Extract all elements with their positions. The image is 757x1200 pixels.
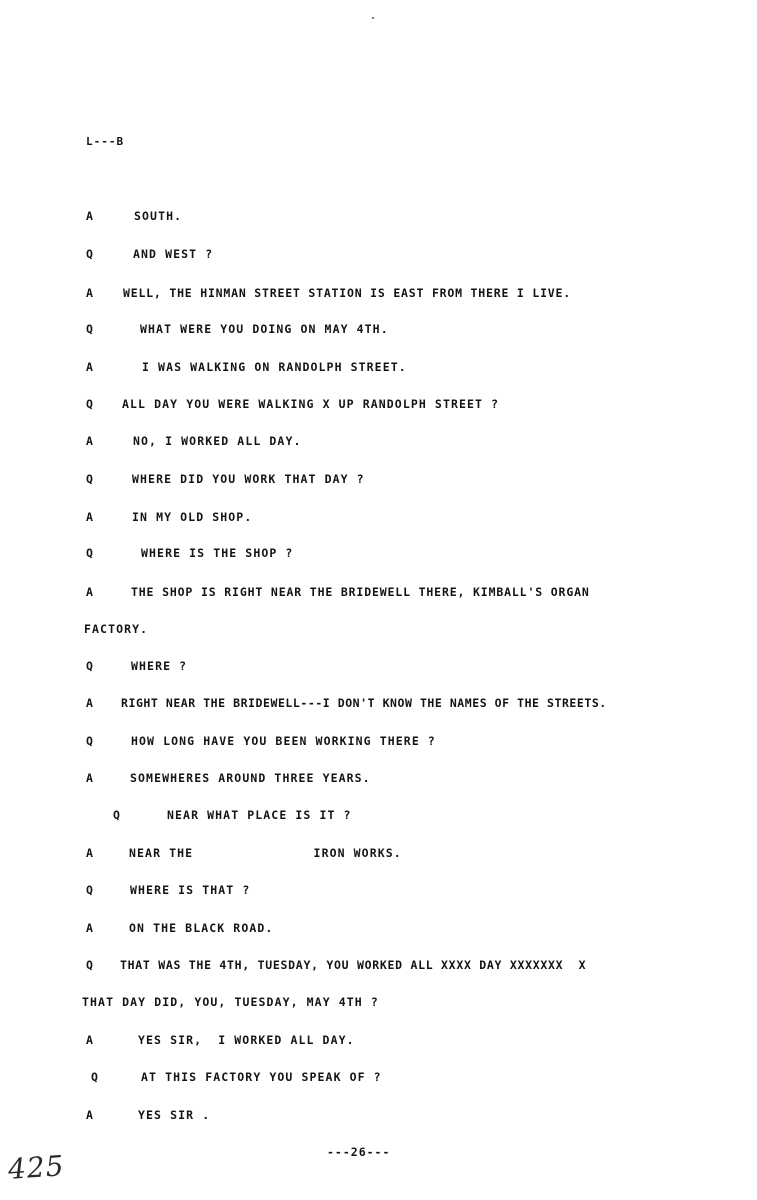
line-text: THAT DAY DID, YOU, TUESDAY, MAY 4TH ?: [82, 995, 379, 1009]
handwritten-page-number: 425: [6, 1149, 66, 1186]
line-text: SOMEWHERES AROUND THREE YEARS.: [130, 771, 371, 785]
speaker-tag: Q: [86, 472, 95, 486]
speaker-tag: A: [86, 846, 95, 860]
speaker-tag: Q: [113, 808, 122, 822]
line-text: AND WEST ?: [133, 247, 214, 261]
speaker-tag: Q: [86, 322, 95, 336]
line-text: IN MY OLD SHOP.: [132, 510, 253, 524]
ink-speck: [372, 17, 374, 19]
line-text: I WAS WALKING ON RANDOLPH STREET.: [142, 360, 407, 374]
page-number: ---26---: [327, 1145, 391, 1159]
line-text: NO, I WORKED ALL DAY.: [133, 434, 302, 448]
line-text: WHERE DID YOU WORK THAT DAY ?: [132, 472, 365, 486]
speaker-tag: Q: [86, 883, 95, 897]
speaker-tag: A: [86, 286, 95, 300]
line-text: FACTORY.: [84, 622, 149, 636]
speaker-tag: Q: [86, 546, 95, 560]
speaker-tag: A: [86, 1033, 95, 1047]
speaker-tag: A: [86, 510, 95, 524]
line-text: WHAT WERE YOU DOING ON MAY 4TH.: [140, 322, 389, 336]
line-text: NEAR WHAT PLACE IS IT ?: [167, 808, 352, 822]
speaker-tag: A: [86, 434, 95, 448]
speaker-tag: A: [86, 696, 95, 710]
line-text: THE SHOP IS RIGHT NEAR THE BRIDEWELL THERE, KIMBALL'S ORGAN: [131, 585, 590, 599]
line-text: YES SIR, I WORKED ALL DAY.: [138, 1033, 355, 1047]
line-text: HOW LONG HAVE YOU BEEN WORKING THERE ?: [131, 734, 436, 748]
line-text: AT THIS FACTORY YOU SPEAK OF ?: [141, 1070, 382, 1084]
speaker-tag: A: [86, 1108, 95, 1122]
speaker-tag: Q: [86, 397, 95, 411]
speaker-tag: A: [86, 771, 95, 785]
line-text: WHERE IS THAT ?: [130, 883, 251, 897]
line-text: WELL, THE HINMAN STREET STATION IS EAST FROM THERE I LIVE.: [123, 286, 571, 300]
line-text: YES SIR .: [138, 1108, 211, 1122]
line-text: ALL DAY YOU WERE WALKING X UP RANDOLPH STREET ?: [122, 397, 500, 411]
line-text: SOUTH.: [134, 209, 183, 223]
line-text: WHERE IS THE SHOP ?: [141, 546, 294, 560]
line-text: ON THE BLACK ROAD.: [129, 921, 274, 935]
speaker-tag: A: [86, 921, 95, 935]
speaker-tag: Q: [86, 958, 95, 972]
page-header-code: L---B: [86, 135, 125, 148]
speaker-tag: Q: [86, 659, 95, 673]
speaker-tag: Q: [86, 247, 95, 261]
speaker-tag: A: [86, 360, 95, 374]
line-text: WHERE ?: [131, 659, 188, 673]
line-text: THAT WAS THE 4TH, TUESDAY, YOU WORKED ALL XXXX DAY XXXXXXX X: [120, 958, 587, 972]
line-text: NEAR THE IRON WORKS.: [129, 846, 402, 860]
speaker-tag: A: [86, 585, 95, 599]
speaker-tag: Q: [91, 1070, 100, 1084]
speaker-tag: Q: [86, 734, 95, 748]
speaker-tag: A: [86, 209, 95, 223]
line-text: RIGHT NEAR THE BRIDEWELL---I DON'T KNOW THE NAMES OF THE STREETS.: [121, 696, 607, 710]
